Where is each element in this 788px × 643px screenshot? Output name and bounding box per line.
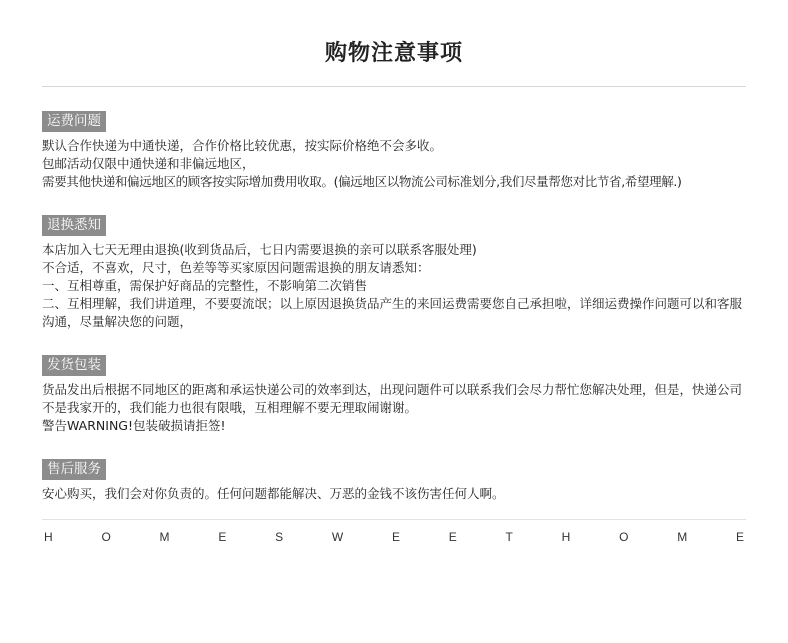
section-heading-delivery-packaging: 发货包装 [42, 355, 106, 376]
footer-letter: M [159, 530, 170, 544]
footer-letter: E [448, 530, 457, 544]
footer-letter: O [619, 530, 629, 544]
footer-letter: H [561, 530, 571, 544]
footer-letter: O [101, 530, 111, 544]
shipping-fee-line-3: 需要其他快递和偏远地区的顾客按实际增加费用收取。(偏远地区以物流公司标准划分,我们尽量帮您对比节省,希望理解.) [42, 174, 682, 189]
footer-letter: E [735, 530, 744, 544]
footer-home-sweet-home [42, 530, 746, 544]
footer-letter: W [331, 530, 344, 544]
return-line-4: 二、互相理解，我们讲道理，不要耍流氓；以上原因退换货品产生的来回运费需要您自己承担啦，详细运费操作问题可以和客服沟通，尽量解决您的问题， [42, 296, 743, 329]
delivery-line-1: 货品发出后根据不同地区的距离和承运快递公司的效率到达，出现问题件可以联系我们会尽力帮忙您解决处理，但是，快递公司不是我家开的，我们能力也很有限哦，互相理解不要无理取闹谢谢。 [42, 382, 743, 415]
return-line-2: 不合适，不喜欢，尺寸，色差等等买家原因问题需退换的朋友请悉知： [42, 260, 430, 275]
return-line-1: 本店加入七天无理由退换(收到货品后，七日内需要退换的亲可以联系客服处理) [42, 242, 477, 257]
title-divider [42, 86, 746, 87]
footer-divider [42, 519, 746, 520]
section-heading-after-sales: 售后服务 [42, 459, 106, 480]
section-return-exchange [42, 214, 746, 331]
section-shipping-fee [42, 110, 746, 191]
footer-letter: H [44, 530, 53, 544]
after-sales-line-1: 安心购买，我们会对你负责的。任何问题都能解决、万恶的金钱不该伤害任何人啊。 [42, 486, 505, 501]
section-delivery-packaging [42, 354, 746, 435]
footer-letter: S [275, 530, 284, 544]
section-after-sales [42, 458, 746, 503]
section-heading-return-exchange: 退换悉知 [42, 215, 106, 236]
return-line-3: 一、互相尊重，需保护好商品的完整性，不影响第二次销售 [42, 278, 368, 293]
shipping-fee-line-1: 默认合作快递为中通快递，合作价格比较优惠，按实际价格绝不会多收。 [42, 138, 443, 153]
delivery-line-2: 警告WARNING!包装破损请拒签! [42, 418, 226, 433]
footer-letter: E [218, 530, 227, 544]
footer-letter: M [677, 530, 688, 544]
page-title: 购物注意事项 [324, 41, 463, 66]
section-heading-shipping-fee: 运费问题 [42, 111, 106, 132]
footer-letter: T [505, 530, 513, 544]
footer-letter: E [391, 530, 400, 544]
shipping-fee-line-2: 包邮活动仅限中通快递和非偏远地区， [42, 156, 255, 171]
